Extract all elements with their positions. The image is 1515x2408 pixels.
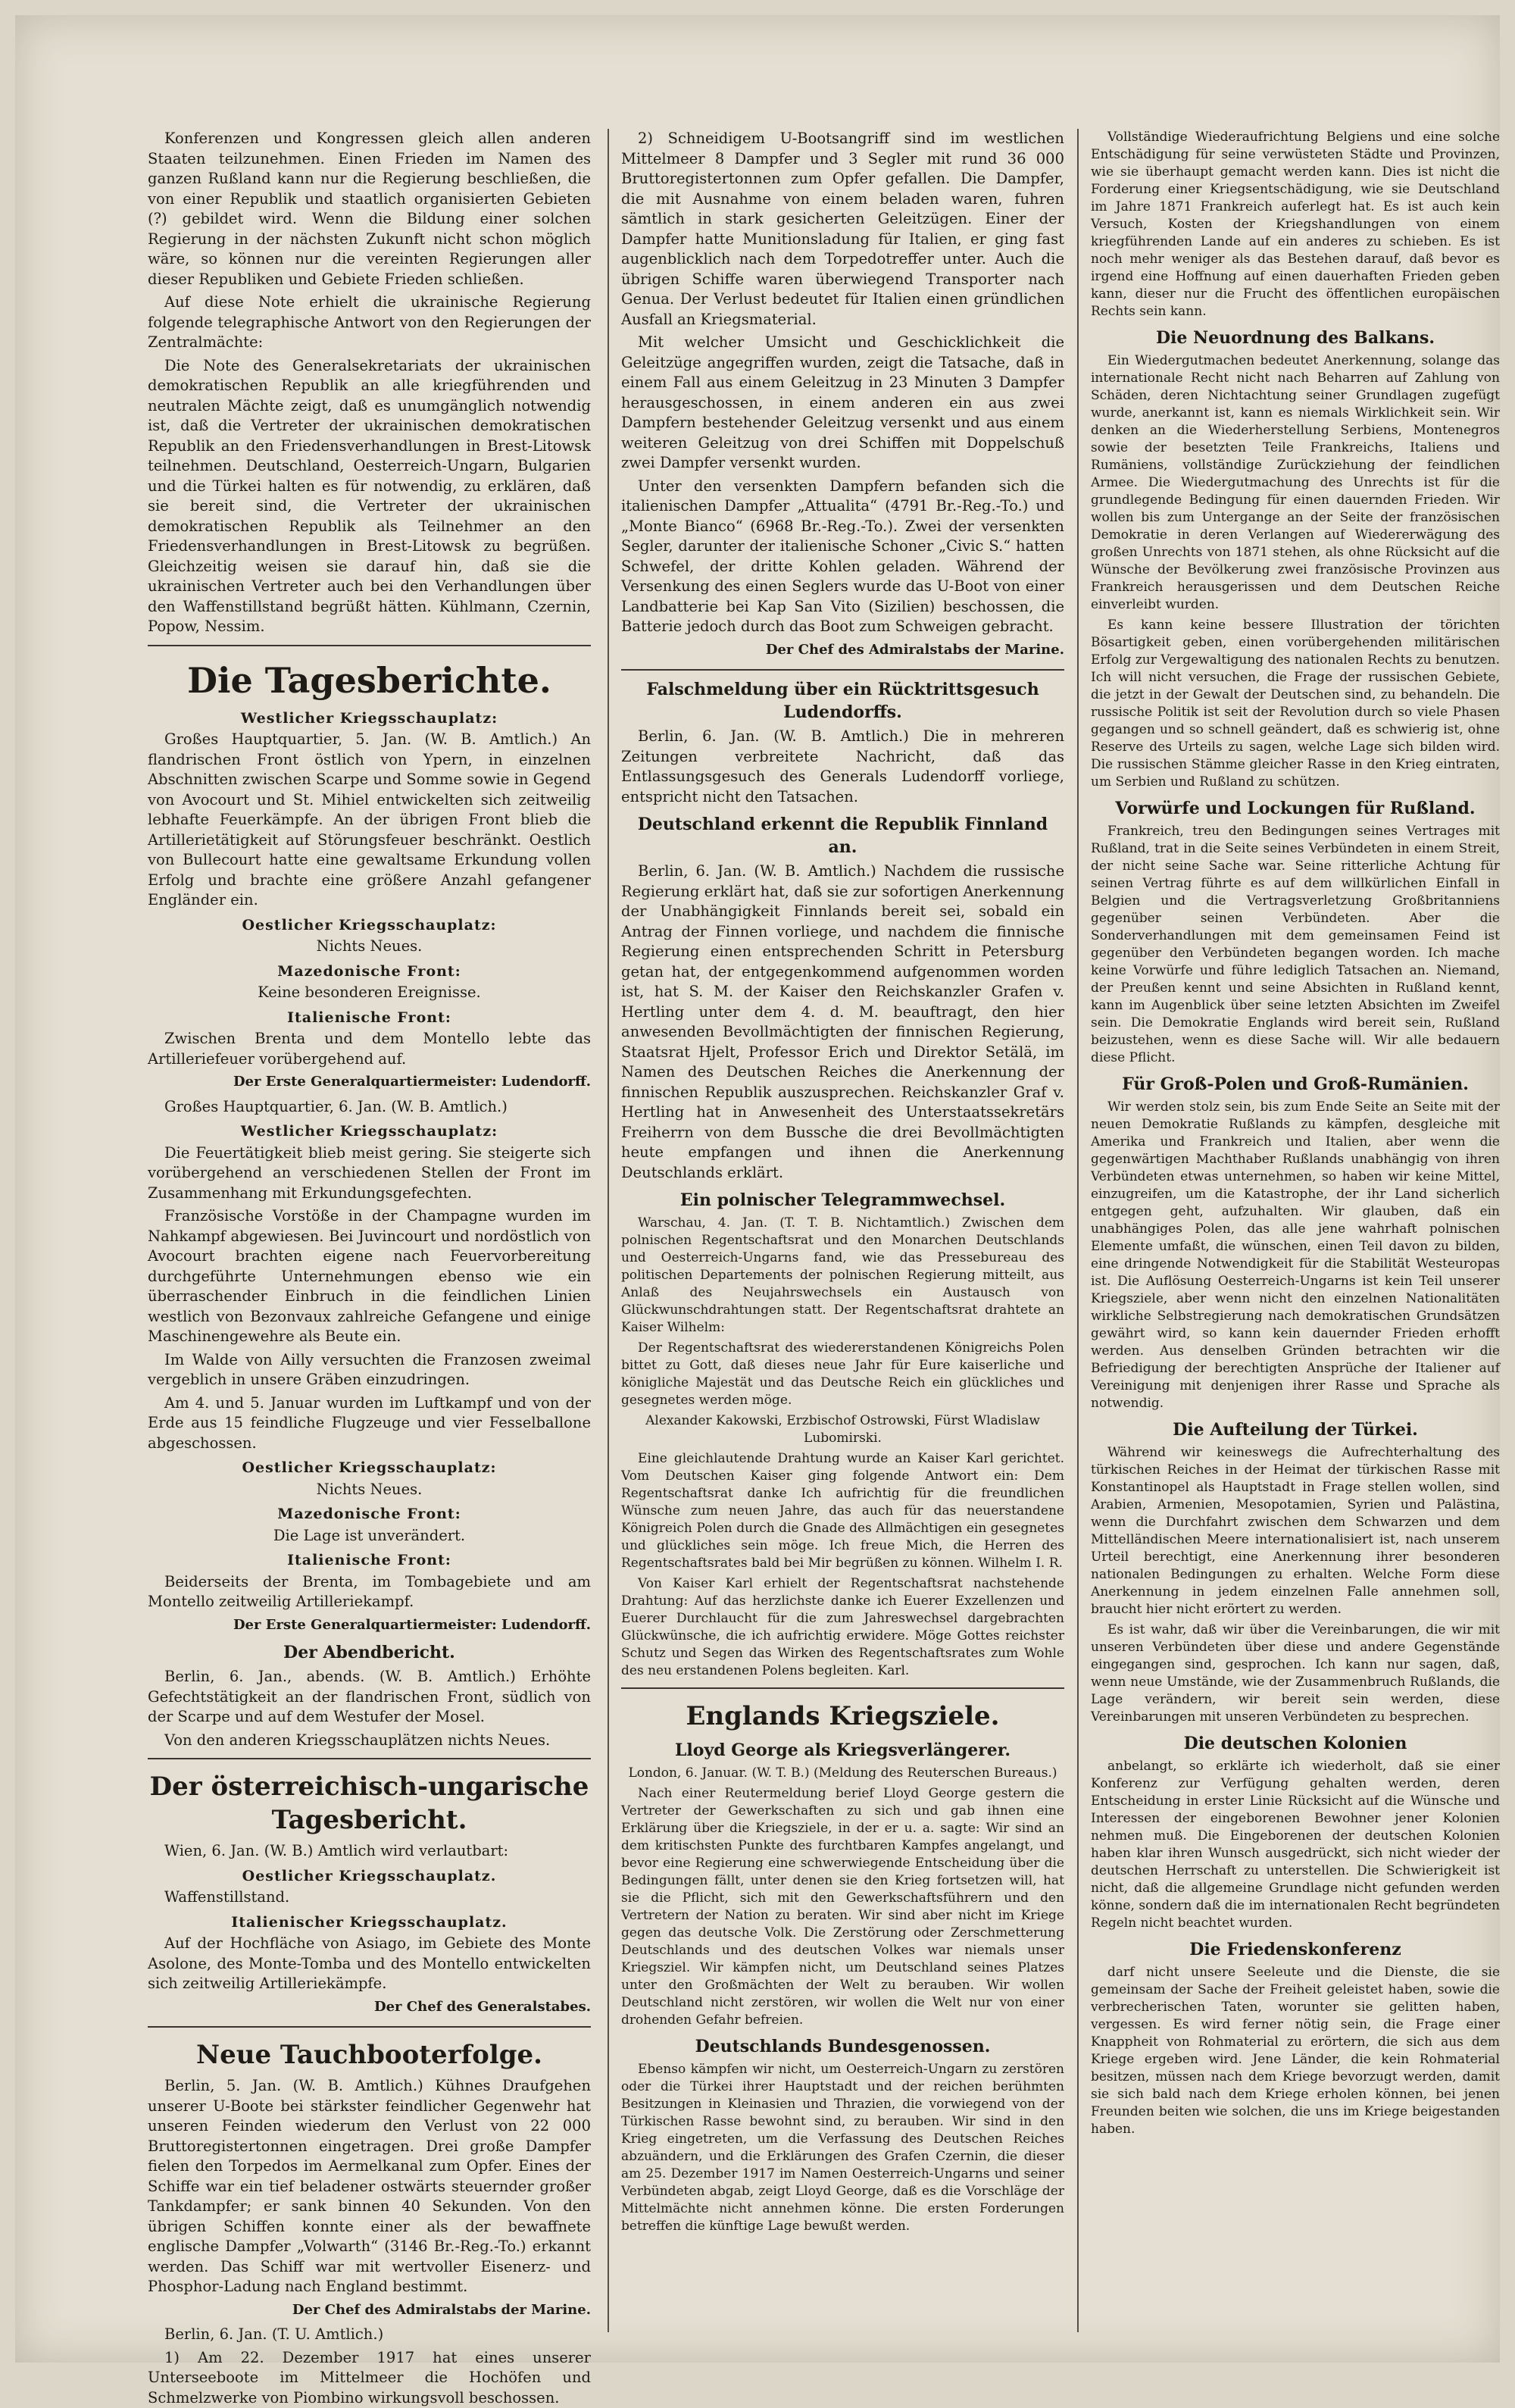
signature: Der Erste Generalquartiermeister: Ludendorff. [148,1615,591,1636]
headline-gross-polen: Für Groß-Polen und Groß-Rumänien. [1091,1073,1500,1096]
paragraph: 2) Schneidigem U-Bootsangriff sind im westlichen Mittelmeer 8 Dampfer und 3 Segler mit rund 36 000 Bruttoregistertonnen zum Opfer gefallen. Die Dampfer, die mit Ausnahme von einem beladen waren, fuhren sämtlich in stark gesicherten Geleitzügen. Einer der Dampfer hatte Munitionsladung für Italien, er ging fast augenblicklich nach dem Torpedotreffer unter. Auch die übrigen Schiffe waren überwiegend Transporter nach Genua. Der Verlust bedeutet für Italien einen gründlichen Ausfall an Kriegsmaterial. [621,129,1064,330]
paragraph: Es kann keine bessere Illustration der törichten Bösartigkeit geben, einen vorübergehenden militärischen Erfolg zur Vergewaltigung des nationalen Rechts zu benutzen. Ich will nicht versuchen, die Frage der russischen Gebiete, die jetzt in der Gewalt der Deutschen sind, zu behandeln. Die russische Politik ist seit der Revolution durch so viele Phasen gegangen und so schnell geändert, daß es schwierig ist, ohne Reserve des Urteils zu sagen, welche Lage sich bilden wird. Die russischen Stämme gleicher Rasse in den Krieg eintraten, um Serbien und Rußland zu schützen. [1091,617,1500,791]
paragraph: Ebenso kämpfen wir nicht, um Oesterreich-Ungarn zu zerstören oder die Türkei ihrer Hauptstadt und der reichen berühmten Besitzungen in Kleinasien und Thrazien, die vorwiegend von der Türkischen Rasse bewohnt sind, zu berauben. Wir sind in den Krieg eingetreten, um die Verfassung des Deutschen Reiches abzuändern, und die Erklärungen des Grafen Czernin, die dieser am 25. Dezember 1917 im Namen Oesterreich-Ungarns und seiner Verbündeten abgab, zeigt Lloyd George, daß es die Vorschläge der Mittelmächte nicht annehmen könne. Die ersten Forderungen betreffen die künftige Lage bewußt werden. [621,2061,1064,2235]
paragraph: Berlin, 6. Jan. (W. B. Amtlich.) Nachdem die russische Regierung erklärt hat, daß sie zur sofortigen Anerkennung der Unabhängigkeit Finnlands bereit sei, sobald ein Antrag der Finnen vorliege, und nachdem die finnische Regierung einen entsprechenden Schritt in Petersburg getan hat, der entgegenkommend aufgenommen worden ist, hat S. M. der Kaiser den Reichskanzler Grafen v. Hertling unter dem 4. d. M. beauftragt, den hier anwesenden Bevollmächtigten der finnischen Regierung, Staatsrat Hjelt, Professor Erich und Direktor Setälä, im Namen des Deutschen Reiches die Anerkennung der finnischen Republik auszusprechen. Reichskanzler Graf v. Hertling hat in Anwesenheit des Unterstaatssekretärs Freiherrn von dem Bussche die drei Bevollmächtigten heute empfangen und ihnen die Anerkennung Deutschlands erklärt. [621,862,1064,1183]
paragraph: Wir werden stolz sein, bis zum Ende Seite an Seite mit der neuen Demokratie Rußlands zu kämpfen, desgleiche mit Amerika und Frankreich und Italien, aber wenn die gegenwärtigen Machthaber Rußlands unabhängig von ihren Verbündeten etwas unternehmen, so haben wir keine Mittel, einzugreifen, um die Katastrophe, der ihr Land sicherlich entgegen geht, aufzuhalten. Wir glauben, daß ein unabhängiges Polen, das alle jene wahrhaft polnischen Elemente umfaßt, die wünschen, einen Teil davon zu bilden, eine dringende Notwendigkeit für die Stabilität Westeuropas ist. Die Auflösung Oesterreich-Ungarns ist kein Teil unserer Kriegsziele, aber wenn nicht den einzelnen Nationalitäten wirkliche Selbstregierung nach demokratischen Grundsätzen gewährt wird, so kann kein dauernder Frieden erhofft werden. Aus denselben Gründen betrachten wir die Befriedigung der berechtigten Ansprüche der Italiener auf Vereinigung mit denjenigen ihrer Rasse und Sprache als notwendig. [1091,1099,1500,1412]
paragraph: Vollständige Wiederaufrichtung Belgiens und eine solche Entschädigung für seine verwüsteten Städte und Provinzen, wie sie überhaupt gemacht werden kann. Dies ist nicht die Forderung einer Kriegsentschädigung, wie sie Deutschland im Jahre 1871 Frankreich auferlegt hat. Es ist auch kein Versuch, Kosten der Kriegshandlungen von einem kriegführenden Lande auf ein anderes zu schieben. Es ist noch mehr weniger als das Bestehen darauf, daß bevor es irgend eine Hoffnung auf einen dauerhaften Frieden geben kann, dieser nur die Frucht des öffentlichen europäischen Rechts sein kann. [1091,129,1500,321]
column-right [1091,129,1500,2332]
paragraph: Zwischen Brenta und dem Montello lebte das Artilleriefeuer vorübergehend auf. [148,1029,591,1069]
paragraph: Beiderseits der Brenta, im Tombagebiete und am Montello zeitweilig Artilleriekampf. [148,1572,591,1612]
headline-tuerkei: Die Aufteilung der Türkei. [1091,1418,1500,1441]
section-label: Westlicher Kriegsschauplatz: [148,1121,591,1142]
paragraph: Berlin, 6. Jan. (T. U. Amtlich.) [148,2325,591,2345]
headline-vorwuerfe: Vorwürfe und Lockungen für Rußland. [1091,797,1500,820]
headline-finnland: Deutschland erkennt die Republik Finnland an. [621,813,1064,858]
paragraph: Der Regentschaftsrat des wiedererstandenen Königreichs Polen bittet zu Gott, daß dieses neue Jahr für Eure kaiserliche und königliche Majestät und das Deutsche Reich ein glückliches und gesegnetes werden möge. [621,1340,1064,1409]
section-label: Italienische Front: [148,1550,591,1571]
separator [621,1683,1064,1689]
signature: Der Erste Generalquartiermeister: Ludendorff. [148,1072,591,1093]
separator [148,640,591,646]
paragraph: Eine gleichlautende Drahtung wurde an Kaiser Karl gerichtet. Vom Deutschen Kaiser ging folgende Antwort ein: Dem Regentschaftsrat danke Ich aufrichtig für die freundlichen Wünsche zum neuen Jahre, das auch für das neuerstandene Königreich Polen durch die Gnade des Allmächtigen ein gesegnetes und glückliches sein möge. Ich freue Mich, die Herren des Regentschaftsrates bald bei Mir begrüßen zu können. Wilhelm I. R. [621,1450,1064,1572]
paragraph: Berlin, 6. Jan. (W. B. Amtlich.) Die in mehreren Zeitungen verbreitete Nachricht, daß das Entlassungsgesuch des Generals Ludendorff vorliege, entspricht nicht den Tatsachen. [621,727,1064,807]
paragraph: Waffenstillstand. [148,1887,591,1908]
paragraph: Mit welcher Umsicht und Geschicklichkeit die Geleitzüge angegriffen wurden, zeigt die Tatsache, daß in einem Fall aus einem Geleitzug in 23 Minuten 3 Dampfer herausgeschossen, in einem anderen ein aus zwei Dampfern bestehender Geleitzug versenkt und aus einem weiteren Geleitzug von drei Schiffen mit Doppelschuß zwei Dampfer versenkt wurden. [621,333,1064,474]
section-label: Oestlicher Kriegsschauplatz. [148,1866,591,1887]
separator [148,1753,591,1759]
signature: Der Chef des Admiralstabs der Marine. [621,640,1064,661]
headline-oesterreich: Der österreichisch-ungarische Tagesbericht. [148,1770,591,1837]
paragraph: Im Walde von Ailly versuchten die Franzosen zweimal vergeblich in unsere Gräben einzudringen. [148,1350,591,1390]
paragraph: Auf der Hochfläche von Asiago, im Gebiete des Monte Asolone, des Monte-Tomba und des Montello entwickelten sich zeitweilig Artilleriekämpfe. [148,1934,591,1994]
section-label: Italienischer Kriegsschauplatz. [148,1912,591,1933]
paragraph: Von Kaiser Karl erhielt der Regentschaftsrat nachstehende Drahtung: Auf das herzlichste danke ich Euerer Exzellenzen und Euerer Durchlaucht für die zum Jahreswechsel dargebrachten Glückwünsche, die ich aufrichtig erwidere. Möge Gottes reichster Schutz und Segen das Wirken des Regentschaftsrates zum Wohle des neu erstandenen Polens begleiten. Karl. [621,1575,1064,1680]
headline-friedenskonferenz: Die Friedenskonferenz [1091,1938,1500,1961]
headline-bundesgenossen: Deutschlands Bundesgenossen. [621,2035,1064,2058]
section-label: Westlicher Kriegsschauplatz: [148,708,591,729]
section-label: Mazedonische Front: [148,962,591,982]
paragraph: Konferenzen und Kongressen gleich allen anderen Staaten teilzunehmen. Einen Frieden im Namen des ganzen Rußland kann nur die Regierung beschließen, die von einer Republik und staatlich organisierten Gebieten (?) gebildet wird. Wenn die Bildung einer solchen Regierung in der nächsten Zukunft nicht schon möglich wäre, so können nur die vereinten Regierungen aller dieser Republiken und Gebiete Frieden schließen. [148,129,591,289]
paragraph: anbelangt, so erklärte ich wiederholt, daß sie einer Konferenz zur Verfügung gehalten werden, deren Entscheidung in erster Linie Rücksicht auf die Wünsche und Interessen der eingeborenen Bewohner jener Kolonien nehmen muß. Die Eingeborenen der deutschen Kolonien haben klar ihren Wunsch ausgedrückt, sich nicht wieder der deutschen Herrschaft zu unterstellen. Die Schwierigkeit ist nicht, daß die allgemeine Grundlage nicht gefunden werden könne, sondern daß die im internationalen Recht begründeten Regeln nicht beachtet wurden. [1091,1758,1500,1932]
paragraph: Unter den versenkten Dampfern befanden sich die italienischen Dampfer „Attualita“ (4791 Br.-Reg.-To.) und „Monte Bianco“ (6968 Br.-Reg.-To.). Zwei der versenkten Segler, darunter der italienische Schoner „Civic S.“ hatten Schwefel, der dritte Kohlen geladen. Während der Versenkung des einen Seglers wurde das U-Boot von einer Landbatterie bei Kap San Vito (Sizilien) beschossen, die Batterie jedoch durch das Boot zum Schweigen gebracht. [621,477,1064,637]
column-left [148,129,591,2332]
headline-kolonien: Die deutschen Kolonien [1091,1732,1500,1755]
paragraph: Warschau, 4. Jan. (T. T. B. Nichtamtlich.) Zwischen dem polnischen Regentschaftsrat und den Monarchen Deutschlands und Oesterreich-Ungarns fand, wie das Pressebureau des politischen Departements der polnischen Regierung mitteilt, aus Anlaß des Neujahrswechsels ein Austausch von Glückwunschdrahtungen statt. Der Regentschaftsrat drahtete an Kaiser Wilhelm: [621,1215,1064,1337]
paragraph: Es ist wahr, daß wir über die Vereinbarungen, die wir mit unseren Verbündeten über diese und andere Gegenstände eingegangen sind, gesprochen. Ich kann nur sagen, daß, wenn neue Umstände, wie der Zusammenbruch Rußlands, die Lage verändern, wir bereit sein werden, diese Vereinbarungen mit unseren Verbündeten zu besprechen. [1091,1621,1500,1726]
paragraph: Nichts Neues. [148,937,591,957]
paragraph: Berlin, 5. Jan. (W. B. Amtlich.) Kühnes Draufgehen unserer U-Boote bei stärkster feindlicher Gegenwehr hat unseren Feinden wiederum den Verlust von 22 000 Bruttoregistertonnen eingetragen. Drei große Dampfer fielen den Torpedos im Aermelkanal zum Opfer. Eines der Schiffe war ein tief beladener ostwärts steuernder großer Tankdampfer; er sank binnen 40 Sekunden. Von den übrigen Schiffen konnte einer als der bewaffnete englische Dampfer „Volwarth“ (3146 Br.-Reg.-To.) erkannt werden. Das Schiff war mit wertvoller Eisenerz- und Phosphor-Ladung nach England bestimmt. [148,2076,591,2297]
paragraph: Ein Wiedergutmachen bedeutet Anerkennung, solange das internationale Recht nicht nach Beharren auf Zahlung von Schäden, deren Nichtachtung seiner Grundlagen zugefügt wurde, anerkannt ist, kann es niemals Wirklichkeit sein. Wir denken an die Wiederherstellung Serbiens, Montenegros sowie der besetzten Teile Frankreichs, Italiens und Rumäniens, vollständige Zurückziehung der feindlichen Armee. Die Wiedergutmachung des Unrechts ist für die grundlegende Bedingung für einen dauernden Frieden. Wir wollen bis zum Untergange an der Seite der französischen Demokratie in deren Verlangen auf Wiedererwägung des großen Unrechts von 1871 stehen, als ohne Rücksicht auf die Wünsche der Bevölkerung zwei französische Provinzen aus Frankreich herausgerissen und dem Deutschen Reiche einverleibt wurden. [1091,352,1500,614]
paragraph: Berlin, 6. Jan., abends. (W. B. Amtlich.) Erhöhte Gefechtstätigkeit an der flandrischen Front, südlich von der Scarpe und auf dem Westufer der Mosel. [148,1667,591,1728]
headline-abendbericht: Der Abendbericht. [148,1641,591,1664]
column-rule [1077,129,1079,2332]
newspaper-page [15,15,1500,2363]
section-label: Mazedonische Front: [148,1504,591,1525]
paragraph: Die Lage ist unverändert. [148,1526,591,1546]
paragraph: London, 6. Januar. (W. T. B.) (Meldung des Reuterschen Bureaus.) [621,1765,1064,1782]
headline-tagesberichte: Die Tagesberichte. [148,658,591,702]
separator [621,665,1064,671]
section-label: Italienische Front: [148,1008,591,1028]
section-label: Oestlicher Kriegsschauplatz: [148,915,591,936]
paragraph: Alexander Kakowski, Erzbischof Ostrowski, Fürst Wladislaw Lubomirski. [621,1412,1064,1447]
section-label: Oestlicher Kriegsschauplatz: [148,1458,591,1478]
paragraph: Die Feuertätigkeit blieb meist gering. Sie steigerte sich vorübergehend an verschiedenen Stellen der Front im Zusammenhang mit Erkundungsgefechten. [148,1143,591,1204]
paragraph: Frankreich, treu den Bedingungen seines Vertrages mit Rußland, trat in die Seite seines Verbündeten in einem Streit, der nicht seine Sache war. Seine ritterliche Achtung für seinen Vertrag führte es auf dem willkürlichen Einfall in Belgien und die Vertragsverletzung Großbritanniens gegenüber seinen Verbündeten. Aber die Sonderverhandlungen mit dem gemeinsamen Feind ist gegenüber den Verbündeten begangen worden. Ich mache keine Vorwürfe und führe lediglich Tatsachen an. Niemand, der Preußen kennt und seine Absichten in Rußland kennt, kann im Augenblick über seine letzten Absichten im Zweifel sein. Die Demokratie Englands wird bereit sein, Rußland beizustehen, wenn es diese Sache will. Wir alle bedauern diese Pflicht. [1091,823,1500,1067]
paragraph: Am 4. und 5. Januar wurden im Luftkampf und von der Erde aus 15 feindliche Flugzeuge und vier Fesselballone abgeschossen. [148,1393,591,1454]
paragraph: Keine besonderen Ereignisse. [148,983,591,1003]
paragraph: Großes Hauptquartier, 6. Jan. (W. B. Amtlich.) [148,1097,591,1118]
column-rule [608,129,609,2332]
paragraph: darf nicht unsere Seeleute und die Dienste, die sie gemeinsam der Sache der Freiheit geleistet haben, sowie die verbrecherischen Taten, worunter sie gelitten haben, vergessen. Es wird ferner nötig sein, die Frage einer Knappheit von Rohmaterial zu erörtern, die sich aus dem Kriege ergeben wird. Jene Länder, die kein Rohmaterial besitzen, müssen nach dem Kriege bevorzugt werden, damit sie sich bald nach dem Kriege erholen können, bei jenen Freunden beiten wie solchen, die uns im Kriege beigestanden haben. [1091,1964,1500,2138]
paragraph: Wien, 6. Jan. (W. B.) Amtlich wird verlautbart: [148,1841,591,1862]
headline-balkan: Die Neuordnung des Balkans. [1091,327,1500,349]
headline-tauchboote: Neue Tauchbooterfolge. [148,2038,591,2072]
signature: Der Chef des Generalstabes. [148,1997,591,2018]
paragraph: Großes Hauptquartier, 5. Jan. (W. B. Amtlich.) An flandrischen Front östlich von Ypern, in einzelnen Abschnitten zwischen Scarpe und Somme sowie in Gegend von Avocourt und St. Mihiel entwickelten sich zeitweilig lebhafte Feuerkämpfe. An der übrigen Front blieb die Artillerietätigkeit auf Störungsfeuer beschränkt. Oestlich von Bullecourt hatte eine gewaltsame Erkundung vollen Erfolg und brachte eine größere Anzahl gefangener Engländer ein. [148,730,591,911]
signature: Der Chef des Admiralstabs der Marine. [148,2300,591,2321]
paragraph: Von den anderen Kriegsschauplätzen nichts Neues. [148,1731,591,1751]
paragraph: Französische Vorstöße in der Champagne wurden im Nahkampf abgewiesen. Bei Juvincourt und nordöstlich von Avocourt brachten eigene nach Feuervorbereitung durchgeführte Unternehmungen ebenso wie ein überraschender Einbruch in die feindlichen Linien westlich von Bezonvaux zahlreiche Gefangene und einige Maschinengewehre als Beute ein. [148,1206,591,1347]
headline-englands-kriegsziele: Englands Kriegsziele. [621,1700,1064,1733]
headline-falschmeldung: Falschmeldung über ein Rücktrittsgesuch Ludendorffs. [621,678,1064,724]
paragraph: Nichts Neues. [148,1480,591,1500]
paragraph: Auf diese Note erhielt die ukrainische Regierung folgende telegraphische Antwort von den Regierungen der Zentralmächte: [148,292,591,353]
separator [148,2022,591,2028]
paragraph: Während wir keineswegs die Aufrechterhaltung des türkischen Reiches in der Heimat der türkischen Rasse mit Konstantinopel als Hauptstadt in Frage stellen wollen, sind Arabien, Armenien, Mesopotamien, Syrien und Palästina, wenn die Durchfahrt zwischen dem Schwarzen und dem Mittelländischen Meere internationalisiert ist, nach unserem Urteil berechtigt, eine Anerkennung ihrer besonderen nationalen Bedingungen zu erhalten. Welche Form diese Anerkennung in jedem einzelnen Falle annehmen soll, braucht hier nicht erörtert zu werden. [1091,1444,1500,1618]
subheadline-lloyd-george: Lloyd George als Kriegsverlängerer. [621,1739,1064,1762]
paragraph: Die Note des Generalsekretariats der ukrainischen demokratischen Republik an alle kriegführenden und neutralen Mächte zeigt, daß es unumgänglich notwendig ist, daß die Vertreter der ukrainischen demokratischen Republik an den Friedensverhandlungen in Brest-Litowsk teilnehmen. Deutschland, Oesterreich-Ungarn, Bulgarien und die Türkei halten es für notwendig, zu erklären, daß sie bereit sind, die Vertreter der ukrainischen demokratischen Republik als Teilnehmer an den Friedensverhandlungen in Brest-Litowsk zu begrüßen. Gleichzeitig weisen sie darauf hin, daß sie die ukrainischen Vertreter auch bei den Verhandlungen über den Waffenstillstand begrüßt hätten. Kühlmann, Czernin, Popow, Nessim. [148,356,591,637]
column-middle [621,129,1064,2332]
headline-polnisch: Ein polnischer Telegrammwechsel. [621,1189,1064,1212]
paragraph: 1) Am 22. Dezember 1917 hat eines unserer Unterseeboote im Mittelmeer die Hochöfen und Schmelzwerke von Piombino wirkungsvoll beschossen. [148,2348,591,2408]
paragraph: Nach einer Reutermeldung berief Lloyd George gestern die Vertreter der Gewerkschaften zu sich und gab ihnen eine Erklärung über die Kriegsziele, in der er u. a. sagte: Wir sind an dem kritischsten Punkte des furchtbaren Kampfes angelangt, und bevor eine Regierung eine schwerwiegende Entscheidung über die Bedingungen fällt, unter denen sie den Krieg fortsetzen will, hat sie die Pflicht, sich mit den Gewerkschaftsführern und den Vertretern der Nation zu beraten. Wir sind aber nicht im Kriege gegen das deutsche Volk. Die Zerstörung oder Zerschmetterung Deutschlands und des deutschen Volkes war niemals unser Kriegsziel. Wir kämpfen nicht, um Deutschland seines Platzes unter den Großmächten der Welt zu berauben. Wir wollen Deutschland nicht zerstören, wir wollen die Welt nur von einer drohenden Gefahr befreien. [621,1785,1064,2029]
